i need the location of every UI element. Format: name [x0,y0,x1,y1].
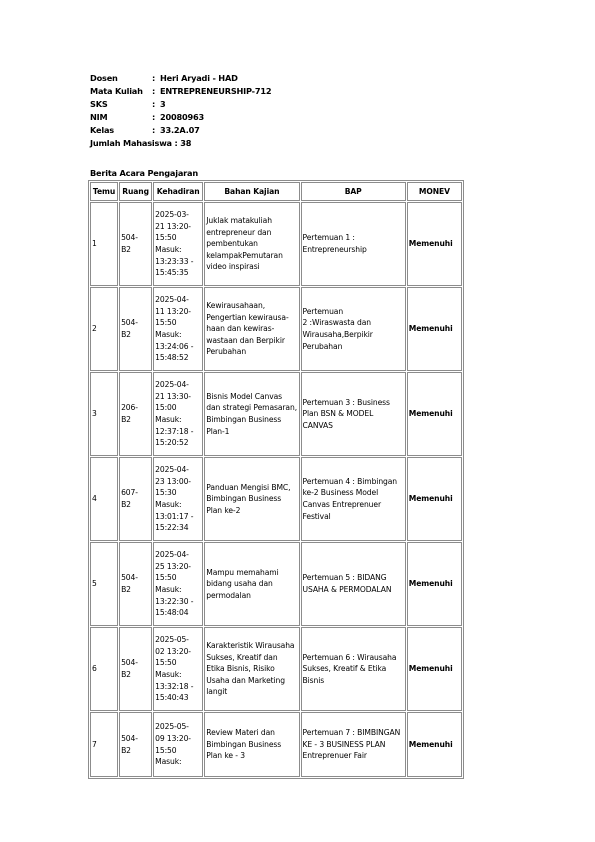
cell-monev: Memenuhi [407,627,462,711]
info-value-sks: 3 [160,99,166,109]
info-label: NIM [90,112,108,122]
table-row [90,287,462,371]
info-label: SKS [90,99,108,109]
info-row-dosen [90,72,271,85]
info-value-dosen: Heri Aryadi - HAD [160,73,238,83]
cell-bap: Pertemuan 7 : BIMBINGAN KE - 3 BUSINESS PLAN Entreprenuer Fair [301,712,406,777]
info-value-matkul: ENTREPRENEURSHIP-712 [160,86,272,96]
info-label: Mata Kuliah [90,86,143,96]
cell-temu: 5 [90,542,118,626]
info-label: Jumlah Mahasiswa [90,138,172,148]
info-value-jumlah: 38 [180,138,192,148]
cell-kehadiran: 2025-03- 21 13:20- 15:50 Masuk: 13:23:33 - 15:45:35 [153,202,203,286]
cell-monev: Memenuhi [407,287,462,371]
info-separator: : [152,86,156,96]
teaching-record-table [88,180,464,779]
cell-monev: Memenuhi [407,457,462,541]
cell-kehadiran: 2025-04- 21 13:30- 15:00 Masuk: 12:37:18 - 15:20:52 [153,372,203,456]
course-info [90,72,271,150]
info-separator: : [152,99,156,109]
section-title: Berita Acara Pengajaran [90,168,198,178]
cell-bahan-kajian: Karakteristik Wirausaha Sukses, Kreatif dan Etika Bisnis, Risiko Usaha dan Marketing langit [204,627,299,711]
cell-monev: Memenuhi [407,202,462,286]
cell-kehadiran: 2025-05- 09 13:20- 15:50 Masuk: [153,712,203,777]
cell-temu: 7 [90,712,118,777]
cell-temu: 3 [90,372,118,456]
table-row [90,542,462,626]
cell-ruang: 206- B2 [119,372,152,456]
cell-bahan-kajian: Kewirausahaan, Pengertian kewirausa-haan dan kewiras-wastaan dan Berpikir Perubahan [204,287,299,371]
info-row-jumlah [90,137,271,150]
cell-bahan-kajian: Juklak matakuliah entrepreneur dan pembentukan kelampakPemutaran video inspirasi [204,202,299,286]
info-row-kelas [90,124,271,137]
header-ruang: Ruang [119,182,152,201]
table-row [90,457,462,541]
cell-ruang: 504- B2 [119,287,152,371]
cell-monev: Memenuhi [407,372,462,456]
info-value-nim: 20080963 [160,112,204,122]
cell-kehadiran: 2025-04- 23 13:00- 15:30 Masuk: 13:01:17 - 15:22:34 [153,457,203,541]
info-row-nim [90,111,271,124]
info-separator: : [152,73,156,83]
header-bahan-kajian: Bahan Kajian [204,182,299,201]
cell-temu: 4 [90,457,118,541]
info-row-sks [90,98,271,111]
cell-temu: 2 [90,287,118,371]
cell-ruang: 504- B2 [119,202,152,286]
table-row [90,372,462,456]
info-separator: : [152,112,156,122]
cell-bap: Pertemuan 3 : Business Plan BSN & MODEL CANVAS [301,372,406,456]
info-value-kelas: 33.2A.07 [160,125,200,135]
cell-bap: Pertemuan 6 : Wirausaha Sukses, Kreatif & Etika Bisnis [301,627,406,711]
header-kehadiran: Kehadiran [153,182,203,201]
cell-monev: Memenuhi [407,542,462,626]
table-row [90,202,462,286]
header-monev: MONEV [407,182,462,201]
cell-kehadiran: 2025-04- 11 13:20- 15:50 Masuk: 13:24:06 - 15:48:52 [153,287,203,371]
cell-kehadiran: 2025-05- 02 13:20- 15:50 Masuk: 13:32:18 - 15:40:43 [153,627,203,711]
header-bap: BAP [301,182,406,201]
info-label: Kelas [90,125,114,135]
cell-ruang: 504- B2 [119,542,152,626]
cell-bap: Pertemuan 5 : BIDANG USAHA & PERMODALAN [301,542,406,626]
table-header-row [90,182,462,201]
cell-temu: 6 [90,627,118,711]
info-label: Dosen [90,73,118,83]
cell-bahan-kajian: Mampu memahami bidang usaha dan permodalan [204,542,299,626]
cell-bap: Pertemuan 4 : Bimbingan ke-2 Business Model Canvas Entreprenuer Festival [301,457,406,541]
info-row-matkul [90,85,271,98]
cell-ruang: 504- B2 [119,712,152,777]
cell-ruang: 607- B2 [119,457,152,541]
cell-bap: Pertemuan 1 : Entrepreneurship [301,202,406,286]
cell-bap: Pertemuan 2 :Wiraswasta dan Wirausaha,Berpikir Perubahan [301,287,406,371]
info-separator: : [174,138,178,148]
cell-monev: Memenuhi [407,712,462,777]
cell-ruang: 504- B2 [119,627,152,711]
header-temu: Temu [90,182,118,201]
table-row [90,627,462,711]
cell-bahan-kajian: Review Materi dan Bimbingan Business Plan ke - 3 [204,712,299,777]
cell-temu: 1 [90,202,118,286]
table-row [90,712,462,777]
cell-bahan-kajian: Bisnis Model Canvas dan strategi Pemasaran, Bimbingan Business Plan-1 [204,372,299,456]
info-separator: : [152,125,156,135]
cell-bahan-kajian: Panduan Mengisi BMC, Bimbingan Business Plan ke-2 [204,457,299,541]
cell-kehadiran: 2025-04- 25 13:20- 15:50 Masuk: 13:22:30 - 15:48:04 [153,542,203,626]
